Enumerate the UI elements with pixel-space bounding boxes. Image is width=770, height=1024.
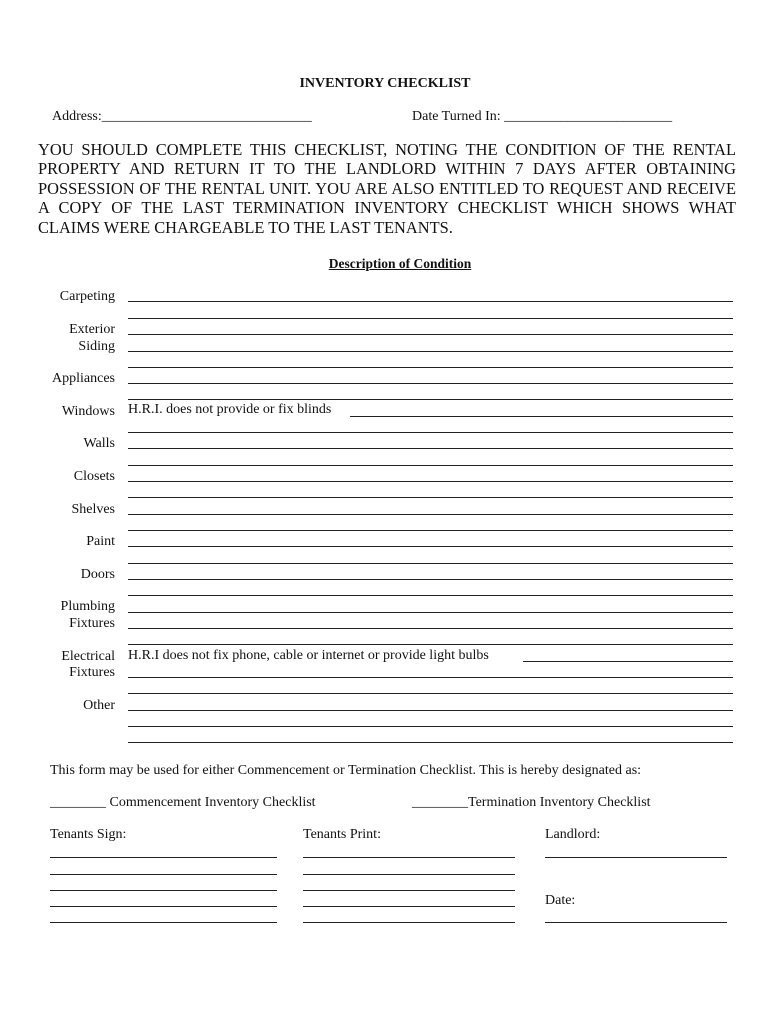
label-closets: Closets xyxy=(73,469,115,484)
tenant-sign-line-5[interactable] xyxy=(50,922,277,923)
tenant-sign-line-4[interactable] xyxy=(50,906,277,907)
commencement-option[interactable]: ________ Commencement Inventory Checklist xyxy=(50,795,316,810)
line-plumbing-2[interactable] xyxy=(128,628,733,629)
line-electrical-2[interactable] xyxy=(128,677,733,678)
tenant-print-line-5[interactable] xyxy=(303,922,515,923)
label-exterior: Exterior xyxy=(69,322,115,337)
designation-text: This form may be used for either Commencement or Termination Checklist. This is hereby designated as: xyxy=(50,763,642,778)
line-plumbing-3[interactable] xyxy=(128,644,733,645)
notice-paragraph: YOU SHOULD COMPLETE THIS CHECKLIST, NOTING THE CONDITION OF THE RENTAL PROPERTY AND RETURN IT TO THE LANDLORD WITHIN 7 DAYS AFTER OBTAINING POSSESSION OF THE RENTAL UNIT. YOU ARE ALSO ENTITLED TO REQUEST AND RECEIVE A COPY OF THE LAST TERMINATION INVENTORY CHECKLIST WHICH SHOWS WHAT CLAIMS WERE CHARGEABLE TO THE LAST TENANTS. xyxy=(38,140,736,237)
line-plumbing-1[interactable] xyxy=(128,612,733,613)
electrical-note: H.R.I does not fix phone, cable or internet or provide light bulbs xyxy=(128,648,489,663)
label-siding: Siding xyxy=(78,339,115,354)
line-other-2[interactable] xyxy=(128,726,733,727)
date-label: Date: xyxy=(545,893,576,908)
form-title: INVENTORY CHECKLIST xyxy=(299,76,471,91)
label-other: Other xyxy=(83,698,115,713)
line-appliances-1[interactable] xyxy=(128,383,733,384)
line-closets-1[interactable] xyxy=(128,481,733,482)
tenant-sign-line-1[interactable] xyxy=(50,857,277,858)
label-doors: Doors xyxy=(80,567,115,582)
label-plumbing-fixtures: Fixtures xyxy=(69,616,115,631)
tenant-sign-line-2[interactable] xyxy=(50,874,277,875)
line-shelves-2[interactable] xyxy=(128,530,733,531)
label-electrical-fixtures: Fixtures xyxy=(69,665,115,680)
tenants-sign-label: Tenants Sign: xyxy=(50,827,127,842)
label-windows: Windows xyxy=(61,404,115,419)
line-exterior[interactable] xyxy=(128,334,733,335)
landlord-label: Landlord: xyxy=(545,827,601,842)
line-shelves-1[interactable] xyxy=(128,514,733,515)
description-heading: Description of Condition xyxy=(328,256,472,271)
line-carpeting-2[interactable] xyxy=(128,318,733,319)
line-walls-2[interactable] xyxy=(128,465,733,466)
windows-note: H.R.I. does not provide or fix blinds xyxy=(128,402,332,417)
label-walls: Walls xyxy=(83,436,115,451)
line-closets-2[interactable] xyxy=(128,497,733,498)
line-paint-2[interactable] xyxy=(128,563,733,564)
line-paint-1[interactable] xyxy=(128,546,733,547)
label-appliances: Appliances xyxy=(52,371,115,386)
line-siding[interactable] xyxy=(128,351,733,352)
line-other-1[interactable] xyxy=(128,710,733,711)
tenant-print-line-3[interactable] xyxy=(303,890,515,891)
tenant-print-line-4[interactable] xyxy=(303,906,515,907)
line-electrical-1[interactable] xyxy=(523,661,733,662)
tenants-print-label: Tenants Print: xyxy=(303,827,381,842)
landlord-line[interactable] xyxy=(545,857,727,858)
tenant-sign-line-3[interactable] xyxy=(50,890,277,891)
line-windows-1[interactable] xyxy=(350,416,733,417)
date-line[interactable] xyxy=(545,922,727,923)
label-paint: Paint xyxy=(86,534,115,549)
line-other-3[interactable] xyxy=(128,742,733,743)
line-siding-2[interactable] xyxy=(128,367,733,368)
line-doors-1[interactable] xyxy=(128,579,733,580)
tenant-print-line-1[interactable] xyxy=(303,857,515,858)
label-plumbing: Plumbing xyxy=(60,599,115,614)
line-walls-1[interactable] xyxy=(128,448,733,449)
address-field[interactable]: Address:______________________________ xyxy=(52,109,312,124)
line-windows-2[interactable] xyxy=(128,432,733,433)
label-carpeting: Carpeting xyxy=(59,289,115,304)
line-appliances-2[interactable] xyxy=(128,399,733,400)
line-electrical-3[interactable] xyxy=(128,693,733,694)
label-shelves: Shelves xyxy=(71,502,115,517)
tenant-print-line-2[interactable] xyxy=(303,874,515,875)
label-electrical: Electrical xyxy=(61,649,115,664)
line-carpeting-1[interactable] xyxy=(128,301,733,302)
line-doors-2[interactable] xyxy=(128,595,733,596)
date-turned-in-field[interactable]: Date Turned In: ________________________ xyxy=(412,109,673,124)
termination-option[interactable]: ________Termination Inventory Checklist xyxy=(412,795,651,810)
